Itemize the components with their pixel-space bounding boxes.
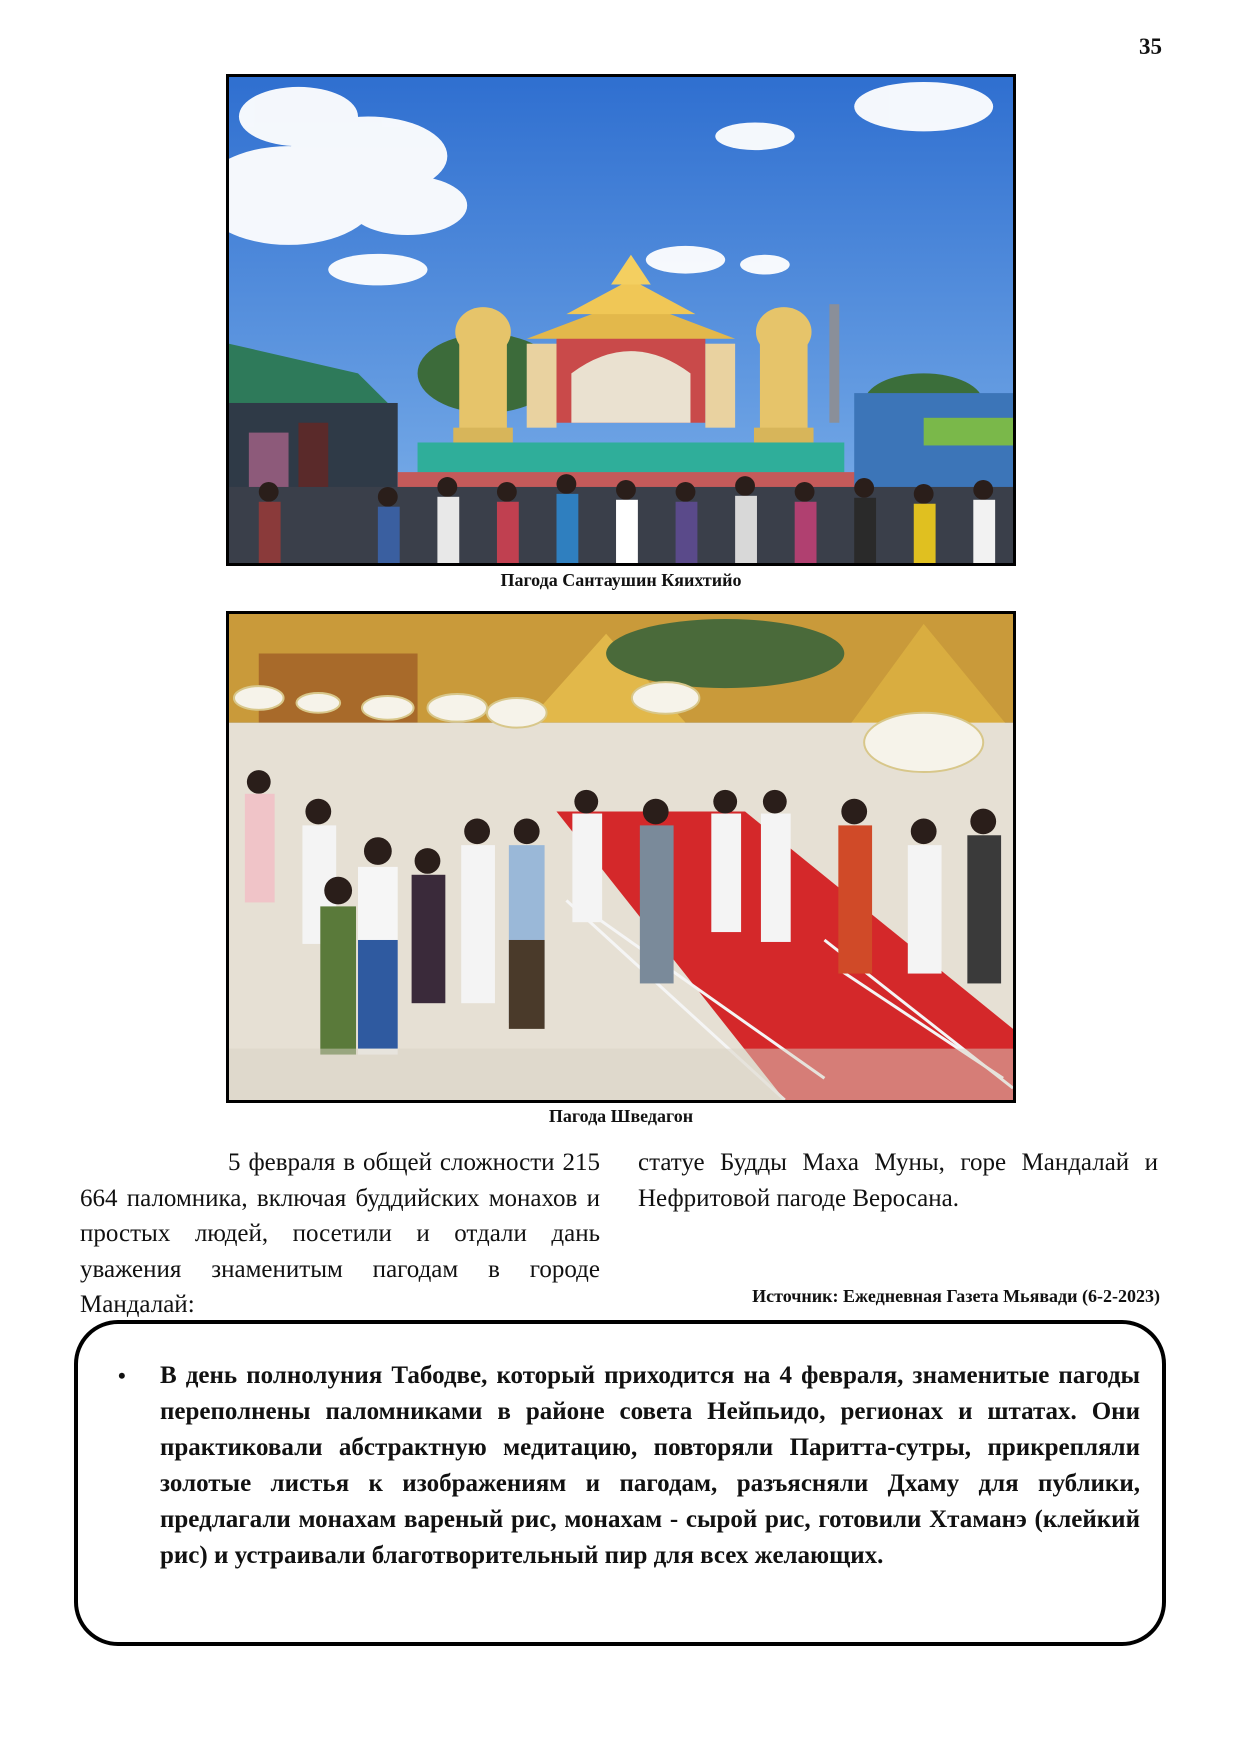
page-number: 35 xyxy=(1139,34,1162,59)
summary-list-item xyxy=(102,1358,1140,1574)
summary-box xyxy=(74,1320,1166,1646)
article-left-column: 5 февраля в общей сложности 215 664 паломника, включая буддийских монахов и простых людей, посетили и отдали дань уважения знаменитым пагодам в городе Мандалай: xyxy=(80,1149,600,1318)
photo-caption: Пагода Шведагон xyxy=(548,1106,694,1126)
photo-shwedagon-pagoda xyxy=(226,611,1016,1103)
photo-caption: Пагода Сантаушин Кяихтийо xyxy=(500,570,742,590)
photo-shwedagon-illustration xyxy=(229,614,1013,1100)
article-source: Источник: Ежедневная Газета Мьявади (6-2-2023) xyxy=(752,1286,1160,1306)
photo-kyaikhtiyo-pagoda xyxy=(226,74,1016,566)
bullet-icon: • xyxy=(118,1363,126,1388)
article-right-column: статуе Будды Маха Муны, горе Мандалай и Нефритовой пагоде Веросана. xyxy=(638,1149,1158,1212)
photo-kyaikhtiyo-illustration xyxy=(229,77,1013,563)
summary-list xyxy=(102,1358,1140,1574)
summary-text: В день полнолуния Табодве, который приходится на 4 февраля, знаменитые пагоды переполнены паломниками в районе совета Нейпьидо, регионах и штатах. Они практиковали абстрактную медитацию, повторяли Паритта-сутры, прикрепляли золотые листья к изображениям и пагодам, разъясняли Дхаму для публики, предлагали монахам вареный рис, монахам - сырой рис, готовили Хтаманэ (клейкий рис) и устраивали благотворительный пир для всех желающих. xyxy=(160,1362,1140,1569)
